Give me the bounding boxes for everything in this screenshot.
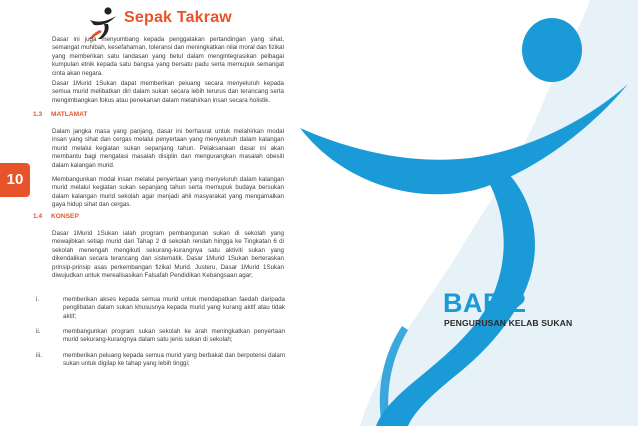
konsep-paragraph-1: Dasar 1Murid 1Sukan ialah program pembangunan sukan di sekolah yang mewajibkan setiap murid dari Tahap 2 di sekolah rendah hingga ke Tingkatan 6 di sekolah menengah mengikuti sekurang-kurangnya satu aktiviti sukan yang dikendalikan secara terancang dan sistematik. Dasar 1Murid 1Sukan berteraskan prinsip-prinsip asas perkembangan fizikal Murid. Justeru, Dasar 1Murid 1Sukan diwujudkan untuk merealisasikan Falsafah Pendidikan Kebangsaan agar; bbox=[52, 230, 284, 280]
takraw-player-icon bbox=[86, 6, 120, 40]
matlamat-paragraph-1: Dalam jangka masa yang panjang, dasar ini berhasrat untuk melahirkan modal insan yang sihat dan cergas melalui penyertaan yang menyeluruh dalam kalangan murid melalui kegiatan sukan sepanjang tahun. Pelaksanaan dasar ini akan membantu bagi mengatasi masalah disiplin dan mengurangkan masalah obesiti dalam kalangan murid. bbox=[52, 128, 284, 169]
page-header-title: Sepak Takraw bbox=[124, 9, 232, 26]
intro-paragraph-1: Dasar ini juga menyumbang kepada penggalakan pertandingan yang sihat, semangat muhibah, kesefahaman, toleransi dan meningkatkan nilai moral dan fizikal yang memberikan satu landasan yang betul dalam mengintegrasikan pelbagai kumpulan etnik kepada satu bangsa yang bersatu padu serta memupuk semangat cinta akan negara. bbox=[52, 36, 284, 77]
chapter-title: BAB 2 bbox=[443, 288, 527, 318]
section-heading-konsep bbox=[33, 213, 79, 220]
section-heading-matlamat bbox=[33, 111, 87, 118]
list-marker: ii. bbox=[36, 328, 41, 335]
section-title: MATLAMAT bbox=[51, 111, 88, 118]
list-text: memberikan akses kepada semua murid untuk mendapatkan faedah daripada penglibatan dalam sukan khususnya kepada murid yang kurang aktif atau tidak aktif; bbox=[63, 296, 285, 320]
list-text: memberikan peluang kepada semua murid yang berbakat dan berpotensi dalam sukan untuk digilap ke tahap yang lebih tinggi; bbox=[63, 352, 285, 368]
list-text: membangunkan program sukan sekolah ke arah meningkatkan penyertaan murid sekurang-kurangnya dalam satu jenis sukan di sekolah; bbox=[63, 328, 285, 344]
matlamat-paragraph-2: Membangunkan modal insan melalui penyertaan yang menyeluruh dalam kalangan murid melalui kegiatan sukan sepanjang tahun serta memupuk budaya bersukan dalam kalangan murid sekolah agar menjadi ahli masyarakat yang mengamalkan gaya hidup sihat dan cergas. bbox=[52, 176, 284, 209]
list-marker: iii. bbox=[36, 352, 42, 359]
section-number: 1.3 bbox=[33, 111, 43, 118]
athlete-figure-illustration bbox=[290, 0, 638, 426]
page-number-tab: 10 bbox=[0, 163, 30, 197]
list-marker: i. bbox=[36, 296, 40, 303]
section-title: KONSEP bbox=[51, 213, 79, 220]
chapter-subtitle: PENGURUSAN KELAB SUKAN bbox=[444, 318, 573, 328]
figure-shadow bbox=[360, 0, 638, 426]
figure-head bbox=[522, 18, 582, 82]
section-number: 1.4 bbox=[33, 213, 43, 220]
intro-paragraph-2: Dasar 1Murid 1Sukan dapat memberikan peluang secara menyeluruh kepada semua murid melibatkan diri dalam sukan secara lebih terurus dan terancang serta mengimbangkan fokus atau penekanan dalam melahirkan insan secara holistik. bbox=[52, 80, 284, 104]
